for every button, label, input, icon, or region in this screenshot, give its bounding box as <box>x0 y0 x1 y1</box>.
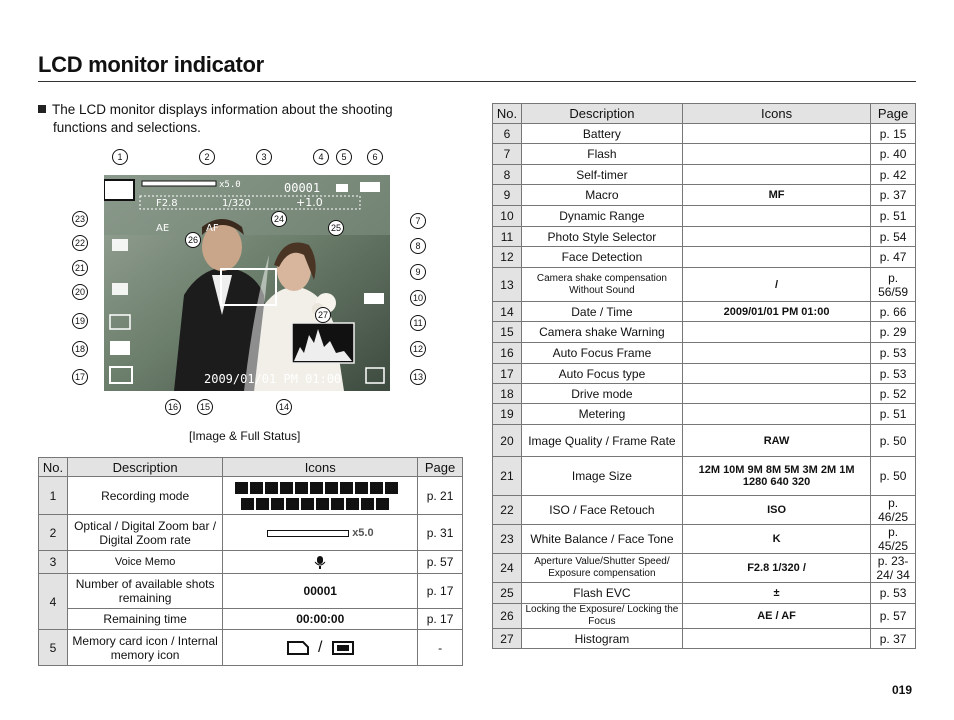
row-icons <box>682 206 870 227</box>
callout-number: 21 <box>74 263 86 273</box>
table-row <box>493 185 916 206</box>
row-page: p. 53 <box>871 364 916 384</box>
callout-number: 19 <box>74 316 86 326</box>
row-icons: F2.8 1/320 / <box>682 554 870 583</box>
th-no: No. <box>493 104 522 124</box>
memory-icons-cell <box>223 630 418 666</box>
row-no: 27 <box>493 629 522 649</box>
row-no: 17 <box>493 364 522 384</box>
callout-number: 22 <box>74 238 86 248</box>
callout-number: 14 <box>278 402 290 412</box>
callout-number: 12 <box>412 344 424 354</box>
internal-memory-icon <box>332 640 354 656</box>
row-desc: Self-timer <box>521 165 682 185</box>
zoom-bar-icon <box>267 530 349 537</box>
row-desc: ISO / Face Retouch <box>521 496 682 525</box>
intro-text <box>38 101 438 137</box>
indicator-table-right <box>492 103 916 649</box>
row-no: 15 <box>493 322 522 343</box>
row-desc: Flash <box>521 144 682 165</box>
row-icons: MF <box>682 185 870 206</box>
table-row <box>39 630 463 666</box>
row-desc: Optical / Digital Zoom bar / Digital Zoom rate <box>67 515 222 551</box>
row-page: p. 50 <box>871 457 916 496</box>
row-icons <box>682 343 870 364</box>
row-desc: Flash EVC <box>521 583 682 604</box>
row-icons <box>682 247 870 268</box>
row-desc: Auto Focus Frame <box>521 343 682 364</box>
row-page: p. 21 <box>418 477 463 515</box>
row-no: 6 <box>493 124 522 144</box>
row-no: 10 <box>493 206 522 227</box>
osd-ae-lock: AE <box>156 223 170 234</box>
table-row <box>493 583 916 604</box>
row-desc: Dynamic Range <box>521 206 682 227</box>
callout-number: 16 <box>167 402 179 412</box>
callout-number: 18 <box>74 344 86 354</box>
callout-number: 5 <box>341 152 347 162</box>
row-desc: Drive mode <box>521 384 682 404</box>
callout-number: 6 <box>372 152 378 162</box>
row-page: p. 57 <box>418 551 463 574</box>
callout-number: 23 <box>74 214 86 224</box>
row-page: p. 29 <box>871 322 916 343</box>
table-row <box>493 268 916 302</box>
callout-number: 25 <box>330 223 342 233</box>
memory-separator: / <box>318 638 323 656</box>
table-row <box>493 302 916 322</box>
table-row <box>493 554 916 583</box>
row-page: p. 17 <box>418 609 463 630</box>
row-no: 7 <box>493 144 522 165</box>
row-page: p. 40 <box>871 144 916 165</box>
row-no: 3 <box>39 551 68 574</box>
row-icons: 2009/01/01 PM 01:00 <box>682 302 870 322</box>
osd-evc: +1.0 <box>296 196 323 209</box>
bullet-square-icon <box>38 105 46 113</box>
row-no: 23 <box>493 525 522 554</box>
row-icons: / <box>682 268 870 302</box>
table-row <box>493 457 916 496</box>
row-desc: Image Quality / Frame Rate <box>521 425 682 457</box>
row-desc: Number of available shots remaining <box>67 574 222 609</box>
row-icons <box>682 404 870 425</box>
osd-date: 2009/01/01 PM 01:00 <box>204 372 342 386</box>
row-icons: 12M 10M 9M 8M 5M 3M 2M 1M 1280 640 320 <box>682 457 870 496</box>
table-row <box>493 384 916 404</box>
row-page: p. 42 <box>871 165 916 185</box>
row-desc: Recording mode <box>67 477 222 515</box>
row-no: 18 <box>493 384 522 404</box>
row-desc: Histogram <box>521 629 682 649</box>
row-no: 9 <box>493 185 522 206</box>
row-icons <box>682 124 870 144</box>
voice-memo-icon <box>223 551 418 574</box>
table-row <box>493 425 916 457</box>
row-desc: Memory card icon / Internal memory icon <box>67 630 222 666</box>
memory-card-icon <box>287 640 309 656</box>
row-desc: White Balance / Face Tone <box>521 525 682 554</box>
indicator-table-left <box>38 457 463 666</box>
callout-layer <box>60 145 460 425</box>
row-desc: Voice Memo <box>67 551 222 574</box>
row-page: p. 54 <box>871 227 916 247</box>
row-page: - <box>418 630 463 666</box>
row-no: 5 <box>39 630 68 666</box>
osd-zoom-rate: x5.0 <box>219 180 241 190</box>
row-page: p. 45/25 <box>871 525 916 554</box>
callout-number: 11 <box>413 318 423 328</box>
osd-aperture: F2.8 <box>156 198 178 209</box>
th-icons: Icons <box>223 458 418 477</box>
row-desc: Battery <box>521 124 682 144</box>
table-row <box>493 496 916 525</box>
table-row <box>493 124 916 144</box>
callout-number: 2 <box>204 152 210 162</box>
table-row <box>493 227 916 247</box>
row-icons <box>682 227 870 247</box>
row-icons <box>682 322 870 343</box>
row-desc: Image Size <box>521 457 682 496</box>
callout-number: 27 <box>317 310 329 320</box>
row-page: p. 53 <box>871 343 916 364</box>
row-no: 2 <box>39 515 68 551</box>
row-icons <box>682 144 870 165</box>
intro-line-2: functions and selections. <box>53 120 201 135</box>
row-page: p. 51 <box>871 404 916 425</box>
callout-number: 15 <box>199 402 211 412</box>
callout-number: 3 <box>261 152 267 162</box>
th-page: Page <box>871 104 916 124</box>
zoom-rate-text: x5.0 <box>352 527 374 540</box>
row-desc: Auto Focus type <box>521 364 682 384</box>
row-desc: Camera shake Warning <box>521 322 682 343</box>
callout-number: 26 <box>187 235 199 245</box>
recording-mode-icons <box>223 477 418 515</box>
table-row <box>493 404 916 425</box>
zoom-bar-cell <box>223 515 418 551</box>
row-page: p. 17 <box>418 574 463 609</box>
row-icons <box>682 384 870 404</box>
row-no: 14 <box>493 302 522 322</box>
th-description: Description <box>521 104 682 124</box>
table-row <box>39 515 463 551</box>
row-icons: K <box>682 525 870 554</box>
row-page: p. 57 <box>871 604 916 629</box>
row-no: 21 <box>493 457 522 496</box>
row-page: p. 51 <box>871 206 916 227</box>
th-page: Page <box>418 458 463 477</box>
page-title: LCD monitor indicator <box>38 52 264 77</box>
row-desc: Remaining time <box>67 609 222 630</box>
row-page: p. 50 <box>871 425 916 457</box>
callout-number: 13 <box>412 372 424 382</box>
row-page: p. 66 <box>871 302 916 322</box>
callout-number: 7 <box>415 216 421 226</box>
remaining-time-value: 00:00:00 <box>223 609 418 630</box>
row-no: 1 <box>39 477 68 515</box>
recording-mode-icon-grid <box>229 480 411 512</box>
table-row <box>493 343 916 364</box>
row-no: 4 <box>39 574 68 630</box>
callout-number: 17 <box>74 372 86 382</box>
row-no: 16 <box>493 343 522 364</box>
row-no: 11 <box>493 227 522 247</box>
row-desc: Macro <box>521 185 682 206</box>
callout-number: 1 <box>117 152 123 162</box>
shots-remaining-value: 00001 <box>223 574 418 609</box>
row-no: 20 <box>493 425 522 457</box>
row-icons: AE / AF <box>682 604 870 629</box>
table-row <box>39 609 463 630</box>
row-no: 26 <box>493 604 522 629</box>
row-page: p. 37 <box>871 629 916 649</box>
row-no: 25 <box>493 583 522 604</box>
table-row <box>493 604 916 629</box>
row-no: 24 <box>493 554 522 583</box>
callout-number: 8 <box>415 241 421 251</box>
row-icons <box>682 165 870 185</box>
table-row <box>39 551 463 574</box>
table-row <box>493 364 916 384</box>
row-no: 8 <box>493 165 522 185</box>
row-page: p. 23-24/ 34 <box>871 554 916 583</box>
row-no: 22 <box>493 496 522 525</box>
table-row <box>493 206 916 227</box>
table-row <box>493 525 916 554</box>
row-page: p. 56/59 <box>871 268 916 302</box>
table-row <box>493 144 916 165</box>
callout-number: 4 <box>318 152 324 162</box>
page-number: 019 <box>892 683 913 697</box>
row-page: p. 46/25 <box>871 496 916 525</box>
row-desc: Camera shake compensation Without Sound <box>521 268 682 302</box>
row-desc: Aperture Value/Shutter Speed/ Exposure compensation <box>521 554 682 583</box>
th-icons: Icons <box>682 104 870 124</box>
figure-caption: [Image & Full Status] <box>189 429 301 443</box>
row-desc: Photo Style Selector <box>521 227 682 247</box>
callout-number: 20 <box>74 287 86 297</box>
row-page: p. 15 <box>871 124 916 144</box>
table-row <box>39 477 463 515</box>
osd-shots: 00001 <box>284 181 321 195</box>
row-page: p. 53 <box>871 583 916 604</box>
osd-af-lock: AF <box>206 223 219 234</box>
row-desc: Date / Time <box>521 302 682 322</box>
table-row <box>493 165 916 185</box>
table-row <box>493 247 916 268</box>
table-row <box>493 322 916 343</box>
row-icons <box>682 364 870 384</box>
callout-number: 9 <box>415 267 421 277</box>
row-icons: ± <box>682 583 870 604</box>
row-no: 19 <box>493 404 522 425</box>
row-icons <box>682 629 870 649</box>
callout-number: 10 <box>412 293 424 303</box>
row-icons: ISO <box>682 496 870 525</box>
row-desc: Metering <box>521 404 682 425</box>
title-rule <box>38 81 916 82</box>
table-row <box>39 574 463 609</box>
row-desc: Locking the Exposure/ Locking the Focus <box>521 604 682 629</box>
row-icons: RAW <box>682 425 870 457</box>
row-page: p. 52 <box>871 384 916 404</box>
row-page: p. 37 <box>871 185 916 206</box>
callout-number: 24 <box>273 214 285 224</box>
row-page: p. 31 <box>418 515 463 551</box>
row-desc: Face Detection <box>521 247 682 268</box>
th-description: Description <box>67 458 222 477</box>
th-no: No. <box>39 458 68 477</box>
row-no: 13 <box>493 268 522 302</box>
row-page: p. 47 <box>871 247 916 268</box>
intro-line-1: The LCD monitor displays information about the shooting <box>52 102 393 117</box>
table-row <box>493 629 916 649</box>
osd-shutter: 1/320 <box>222 198 251 209</box>
row-no: 12 <box>493 247 522 268</box>
